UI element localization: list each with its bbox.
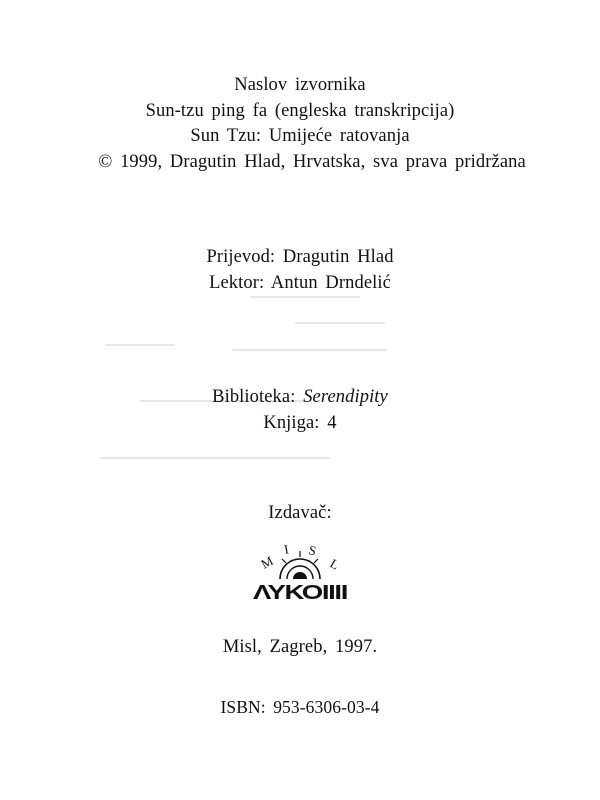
- logo-letter: S: [307, 542, 318, 559]
- logo-sun-core: [293, 572, 307, 579]
- library-line: [0, 386, 600, 408]
- original-title-transcription: Sun-tzu ping fa (engleska transkripcija): [145, 101, 455, 121]
- bleed-through-mark: [250, 296, 360, 298]
- logo-letter: L: [327, 555, 342, 573]
- bleed-through-mark: [232, 349, 387, 351]
- bleed-through-mark: [100, 457, 330, 459]
- library-label: Biblioteka:: [212, 387, 296, 407]
- bleed-through-mark: [105, 344, 175, 346]
- translator-credit: Prijevod: Dragutin Hlad: [206, 247, 394, 267]
- editor-credit: Lektor: Antun Drndelić: [209, 273, 391, 293]
- logo-letter: I: [282, 541, 290, 557]
- original-title: Sun Tzu: Umijeće ratovanja: [190, 126, 410, 146]
- publisher-logo: [240, 536, 360, 604]
- logo-letter: M: [258, 552, 276, 572]
- bleed-through-mark: [295, 322, 385, 324]
- logo-wordmark: ΛΥΚΟΙΙΙΙ: [253, 582, 348, 604]
- original-title-heading: Naslov izvornika: [234, 75, 366, 95]
- copyright-notice: © 1999, Dragutin Hlad, Hrvatska, sva prava pridržana: [98, 152, 526, 172]
- logo-ray: [314, 559, 318, 563]
- library-name: Serendipity: [303, 387, 388, 407]
- isbn: ISBN: 953-6306-03-4: [220, 697, 380, 717]
- publisher-label: Izdavač:: [268, 503, 332, 523]
- publication-place-year: Misl, Zagreb, 1997.: [222, 637, 378, 657]
- logo-ray: [282, 559, 286, 563]
- book-number: Knjiga: 4: [263, 413, 337, 433]
